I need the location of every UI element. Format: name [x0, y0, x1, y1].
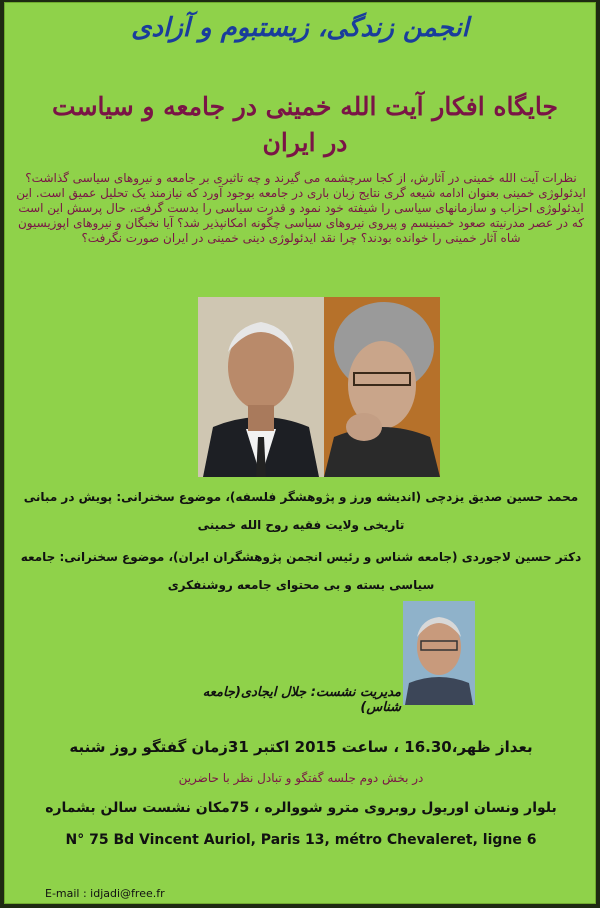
contact-email[interactable]: E-mail : idjadi@free.fr	[45, 887, 165, 900]
moderator-photo	[403, 601, 475, 705]
event-title: جایگاه افکار آیت الله خمینی در جامعه و سیاست در ایران	[52, 92, 558, 157]
speaker-photo-1	[198, 297, 324, 477]
qa-note: در بخش دوم جلسه گفتگو و تبادل نظر با حاضرین	[178, 771, 424, 785]
moderator-info: مدیریت نشست: جلال ایجادی(جامعه شناس)	[202, 685, 401, 715]
speaker-photo-2	[324, 297, 440, 477]
intro-paragraph: نظرات آیت الله خمینی در آثارش، از کجا سرچشمه می گیرند و چه تاثیری بر جامعه و نیروهای سیاسی گذاشت؟ ایدئولوژی خمینی بعنوان ادامه شیعه گری نتایج زبان باری در جامعه بوجود آورد که نیازمند یک تحلیل عمیق است. این ایدئولوژی احزاب و سازمانهای سیاسی را شیفته خود نمود و قدرت سیاسی را بدست گرفت، حال پرسش این است که در عصر مدرنیته صعود خمینیسم و پیروی نیروهای سیاسی چگونه امکانپذیر شد؟ آیا نخبگان و نیروهای اپوزیسیون شاه آثار خمینی را خوانده بودند؟ چرا نقد ایدئولوژی دینی خمینی در ایران صورت نگرفت؟	[16, 171, 586, 245]
poster	[4, 2, 596, 904]
organization-title: انجمن زندگی، زیستبوم و آزادی	[131, 13, 469, 43]
venue-persian: بلوار ونسان اوریول روبروی مترو شووالره ، 75مکان نشست سالن بشماره	[45, 800, 557, 816]
speaker-2-info: دکتر حسین لاجوردی (جامعه شناس و رئیس انجمن پژوهشگران ایران)، موضوع سخنرانی: جامعه سیاسی بسته و بی محتوای جامعه روشنفکری	[20, 550, 582, 592]
event-datetime: بعداز ظهر،16.30 ، ساعت 2015 اکتبر 31زمان گفتگو روز شنبه	[69, 738, 533, 756]
speaker-1-info: محمد حسین صدیق یزدچی (اندیشه ورز و پژوهشگر فلسفه)، موضوع سخنرانی: پویش در مبانی تاریخی ولایت فقیه روح الله خمینی	[23, 490, 579, 532]
venue-address: N° 75 Bd Vincent Auriol, Paris 13, métro Chevaleret, ligne 6	[65, 832, 537, 848]
